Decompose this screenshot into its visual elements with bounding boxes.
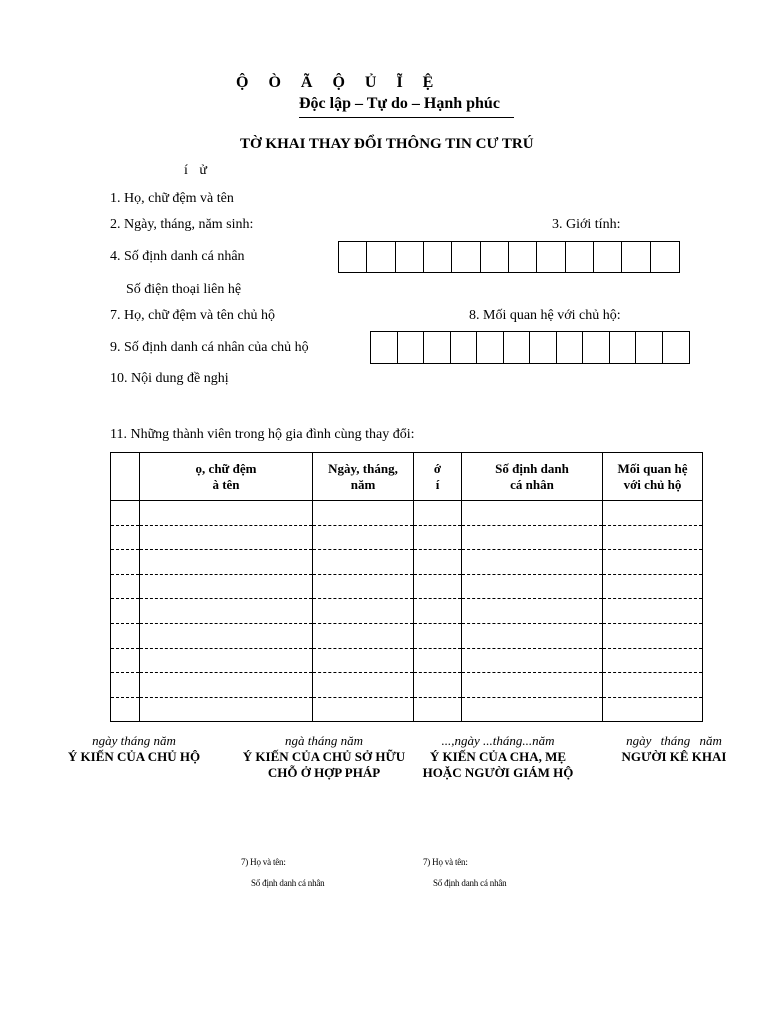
table-cell[interactable] bbox=[462, 574, 603, 599]
table-cell[interactable] bbox=[462, 599, 603, 624]
table-cell[interactable] bbox=[603, 697, 703, 722]
table-cell[interactable] bbox=[111, 574, 140, 599]
id-digit-box[interactable] bbox=[396, 242, 424, 272]
id-digit-box[interactable] bbox=[610, 332, 637, 363]
col-header-birthdate: Ngày, tháng, năm bbox=[313, 453, 414, 501]
table-cell[interactable] bbox=[414, 550, 462, 575]
signature-date: ngà tháng năm bbox=[285, 733, 363, 748]
table-cell[interactable] bbox=[603, 648, 703, 673]
table-cell[interactable] bbox=[140, 574, 313, 599]
col-header-name: ọ, chữ đệm à tên bbox=[140, 453, 313, 501]
signature-owner bbox=[236, 733, 412, 781]
id-digit-box[interactable] bbox=[398, 332, 425, 363]
id-digit-box[interactable] bbox=[339, 242, 367, 272]
id-digit-box[interactable] bbox=[651, 242, 679, 272]
id-digit-box[interactable] bbox=[452, 242, 480, 272]
id-digit-box[interactable] bbox=[424, 242, 452, 272]
id-digit-box[interactable] bbox=[594, 242, 622, 272]
table-header-row bbox=[111, 453, 703, 501]
table-cell[interactable] bbox=[140, 599, 313, 624]
motto-underline bbox=[299, 117, 514, 118]
signature-date: ngày tháng năm bbox=[92, 733, 176, 748]
col-header-gender: ớ í bbox=[414, 453, 462, 501]
household-head-id-boxes[interactable] bbox=[370, 331, 690, 364]
owner-id-note: Số định danh cá nhân bbox=[251, 878, 325, 888]
field-phone-label: Số điện thoại liên hệ bbox=[126, 282, 242, 297]
id-digit-box[interactable] bbox=[477, 332, 504, 363]
id-digit-box[interactable] bbox=[622, 242, 650, 272]
table-row bbox=[111, 574, 703, 599]
table-cell[interactable] bbox=[414, 525, 462, 550]
table-row bbox=[111, 623, 703, 648]
table-cell[interactable] bbox=[313, 673, 414, 698]
id-digit-box[interactable] bbox=[530, 332, 557, 363]
field-household-head-id-label: 9. Số định danh cá nhân của chủ hộ bbox=[110, 340, 309, 355]
id-digit-box[interactable] bbox=[451, 332, 478, 363]
signature-title: Ý KIẾN CỦA CHA, MẸ bbox=[429, 749, 567, 764]
field-birthdate-label: 2. Ngày, tháng, năm sinh: bbox=[110, 217, 254, 232]
table-cell[interactable] bbox=[313, 550, 414, 575]
id-digit-box[interactable] bbox=[371, 332, 398, 363]
table-row bbox=[111, 673, 703, 698]
table-row bbox=[111, 525, 703, 550]
table-cell[interactable] bbox=[462, 550, 603, 575]
id-digit-box[interactable] bbox=[481, 242, 509, 272]
signature-declarant bbox=[606, 733, 742, 765]
table-cell[interactable] bbox=[111, 648, 140, 673]
motto: Độc lập – Tự do – Hạnh phúc bbox=[299, 95, 500, 112]
table-cell[interactable] bbox=[414, 574, 462, 599]
table-cell[interactable] bbox=[603, 623, 703, 648]
field-household-head-name-label: 7. Họ, chữ đệm và tên chủ hộ bbox=[110, 308, 276, 323]
form-recipient: í ử bbox=[184, 163, 207, 178]
guardian-name-note: 7) Họ và tên: bbox=[423, 857, 468, 867]
id-digit-box[interactable] bbox=[583, 332, 610, 363]
table-cell[interactable] bbox=[140, 697, 313, 722]
table-cell[interactable] bbox=[414, 697, 462, 722]
table-cell[interactable] bbox=[414, 623, 462, 648]
table-cell[interactable] bbox=[603, 550, 703, 575]
table-cell[interactable] bbox=[603, 574, 703, 599]
table-row bbox=[111, 697, 703, 722]
field-relationship-label: 8. Mối quan hệ với chủ hộ: bbox=[469, 308, 621, 323]
table-cell[interactable] bbox=[603, 525, 703, 550]
table-cell[interactable] bbox=[414, 501, 462, 526]
id-digit-box[interactable] bbox=[557, 332, 584, 363]
signature-title-line2: CHỖ Ở HỢP PHÁP bbox=[267, 765, 381, 780]
table-row bbox=[111, 501, 703, 526]
col-header-stt bbox=[111, 453, 140, 501]
table-cell[interactable] bbox=[462, 525, 603, 550]
signature-household-head bbox=[54, 733, 214, 765]
table-row bbox=[111, 550, 703, 575]
signature-guardian bbox=[418, 733, 578, 781]
table-cell[interactable] bbox=[140, 673, 313, 698]
field-personal-id-label: 4. Số định danh cá nhân bbox=[110, 249, 245, 264]
id-digit-box[interactable] bbox=[509, 242, 537, 272]
table-cell[interactable] bbox=[111, 673, 140, 698]
field-request-content-label: 10. Nội dung đề nghị bbox=[110, 371, 229, 386]
id-digit-box[interactable] bbox=[636, 332, 663, 363]
table-cell[interactable] bbox=[462, 648, 603, 673]
id-digit-box[interactable] bbox=[566, 242, 594, 272]
owner-name-note: 7) Họ và tên: bbox=[241, 857, 286, 867]
table-cell[interactable] bbox=[462, 501, 603, 526]
table-cell[interactable] bbox=[111, 697, 140, 722]
table-cell[interactable] bbox=[111, 599, 140, 624]
table-cell[interactable] bbox=[414, 648, 462, 673]
table-cell[interactable] bbox=[111, 550, 140, 575]
table-cell[interactable] bbox=[140, 525, 313, 550]
field-members-label: 11. Những thành viên trong hộ gia đình cùng thay đổi: bbox=[110, 427, 415, 442]
table-cell[interactable] bbox=[313, 623, 414, 648]
field-gender-label: 3. Giới tính: bbox=[552, 217, 621, 232]
id-digit-box[interactable] bbox=[663, 332, 690, 363]
table-cell[interactable] bbox=[603, 599, 703, 624]
id-digit-box[interactable] bbox=[537, 242, 565, 272]
table-cell[interactable] bbox=[140, 501, 313, 526]
signature-title-line2: HOẶC NGƯỜI GIÁM HỘ bbox=[422, 765, 574, 780]
signature-title: Ý KIẾN CỦA CHỦ SỞ HỮU bbox=[242, 749, 406, 764]
table-cell[interactable] bbox=[140, 648, 313, 673]
table-row bbox=[111, 648, 703, 673]
table-cell[interactable] bbox=[140, 623, 313, 648]
signature-date: ...,ngày ...tháng...năm bbox=[441, 733, 555, 748]
table-cell[interactable] bbox=[603, 673, 703, 698]
table-cell[interactable] bbox=[313, 648, 414, 673]
signature-title: NGƯỜI KÊ KHAI bbox=[621, 749, 727, 764]
personal-id-boxes[interactable] bbox=[338, 241, 680, 273]
table-cell[interactable] bbox=[111, 525, 140, 550]
table-cell[interactable] bbox=[462, 673, 603, 698]
id-digit-box[interactable] bbox=[424, 332, 451, 363]
table-cell[interactable] bbox=[414, 599, 462, 624]
table-cell[interactable] bbox=[313, 574, 414, 599]
table-cell[interactable] bbox=[313, 697, 414, 722]
table-cell[interactable] bbox=[111, 623, 140, 648]
signature-title: Ý KIẾN CỦA CHỦ HỘ bbox=[67, 749, 201, 764]
table-cell[interactable] bbox=[462, 697, 603, 722]
table-cell[interactable] bbox=[313, 525, 414, 550]
table-row bbox=[111, 599, 703, 624]
id-digit-box[interactable] bbox=[504, 332, 531, 363]
col-header-personal-id: Số định danh cá nhân bbox=[462, 453, 603, 501]
id-digit-box[interactable] bbox=[367, 242, 395, 272]
national-title: Ộ Ò Ã Ộ Ủ Ĩ Ệ bbox=[236, 74, 435, 91]
col-header-relationship: Mối quan hệ với chủ hộ bbox=[603, 453, 703, 501]
guardian-id-note: Số định danh cá nhân bbox=[433, 878, 507, 888]
table-cell[interactable] bbox=[140, 550, 313, 575]
table-cell[interactable] bbox=[462, 623, 603, 648]
table-cell[interactable] bbox=[603, 501, 703, 526]
field-full-name-label: 1. Họ, chữ đệm và tên bbox=[110, 191, 234, 206]
form-title: TỜ KHAI THAY ĐỔI THÔNG TIN CƯ TRÚ bbox=[240, 136, 534, 152]
table-cell[interactable] bbox=[313, 501, 414, 526]
signature-date: ngày tháng năm bbox=[626, 733, 722, 748]
table-cell[interactable] bbox=[111, 501, 140, 526]
table-cell[interactable] bbox=[313, 599, 414, 624]
table-cell[interactable] bbox=[414, 673, 462, 698]
members-table bbox=[110, 452, 703, 722]
